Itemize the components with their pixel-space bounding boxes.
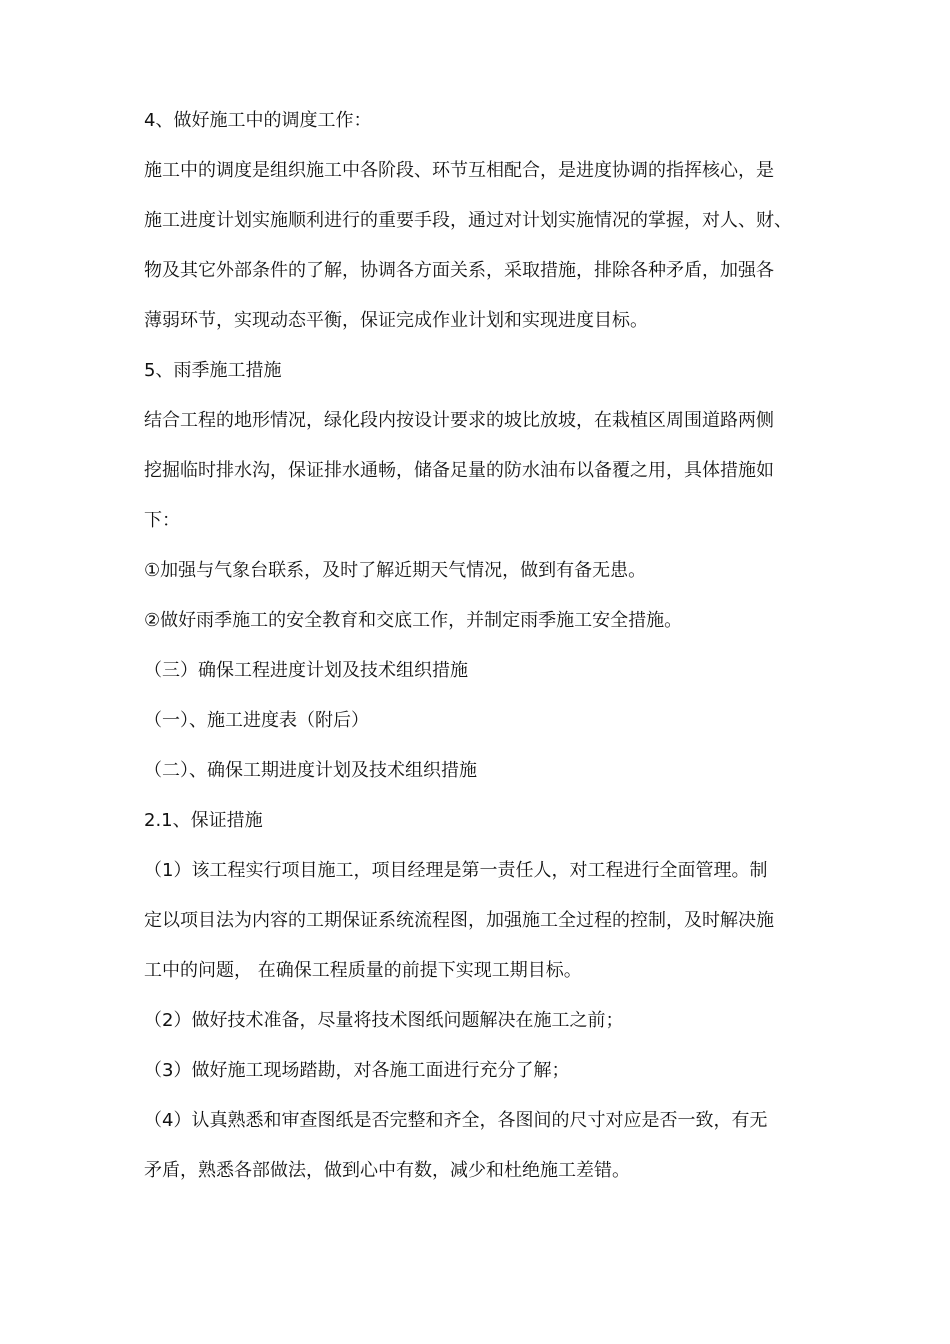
- paragraph-line: 下：: [144, 510, 180, 531]
- paragraph-line: 工中的问题， 在确保工程质量的前提下实现工期目标。: [144, 960, 582, 981]
- list-item: ①加强与气象台联系，及时了解近期天气情况，做到有备无患。: [144, 560, 647, 581]
- list-item: （3）做好施工现场踏勘，对各施工面进行充分了解；: [144, 1060, 570, 1081]
- heading-schedule-measures: （二）、确保工期进度计划及技术组织措施: [144, 760, 477, 781]
- heading-rainy-season: 5、雨季施工措施: [144, 360, 282, 381]
- paragraph-line: 矛盾，熟悉各部做法，做到心中有数，减少和杜绝施工差错。: [144, 1160, 630, 1181]
- heading-guarantee-measures: 2.1、保证措施: [144, 810, 263, 831]
- paragraph-line: 定以项目法为内容的工期保证系统流程图，加强施工全过程的控制，及时解决施: [144, 910, 774, 931]
- list-item: ②做好雨季施工的安全教育和交底工作，并制定雨季施工安全措施。: [144, 610, 683, 631]
- heading-scheduling: 4、做好施工中的调度工作：: [144, 110, 372, 131]
- heading-section-three: （三）确保工程进度计划及技术组织措施: [144, 660, 468, 681]
- paragraph-line: 物及其它外部条件的了解，协调各方面关系，采取措施，排除各种矛盾，加强各: [144, 260, 774, 281]
- list-item: （2）做好技术准备，尽量将技术图纸问题解决在施工之前；: [144, 1010, 624, 1031]
- paragraph-line: 结合工程的地形情况，绿化段内按设计要求的坡比放坡，在栽植区周围道路两侧: [144, 410, 774, 431]
- heading-schedule-table: （一）、施工进度表（附后）: [144, 710, 369, 731]
- paragraph-line: 施工中的调度是组织施工中各阶段、环节互相配合，是进度协调的指挥核心，是: [144, 160, 774, 181]
- list-item: （1）该工程实行项目施工，项目经理是第一责任人，对工程进行全面管理。制: [144, 860, 768, 881]
- paragraph-line: 薄弱环节，实现动态平衡，保证完成作业计划和实现进度目标。: [144, 310, 648, 331]
- list-item: （4）认真熟悉和审查图纸是否完整和齐全，各图间的尺寸对应是否一致，有无: [144, 1110, 768, 1131]
- paragraph-line: 挖掘临时排水沟，保证排水通畅，储备足量的防水油布以备覆之用，具体措施如: [144, 460, 774, 481]
- paragraph-line: 施工进度计划实施顺利进行的重要手段，通过对计划实施情况的掌握，对人、财、: [144, 210, 792, 231]
- document-body: [144, 103, 816, 1203]
